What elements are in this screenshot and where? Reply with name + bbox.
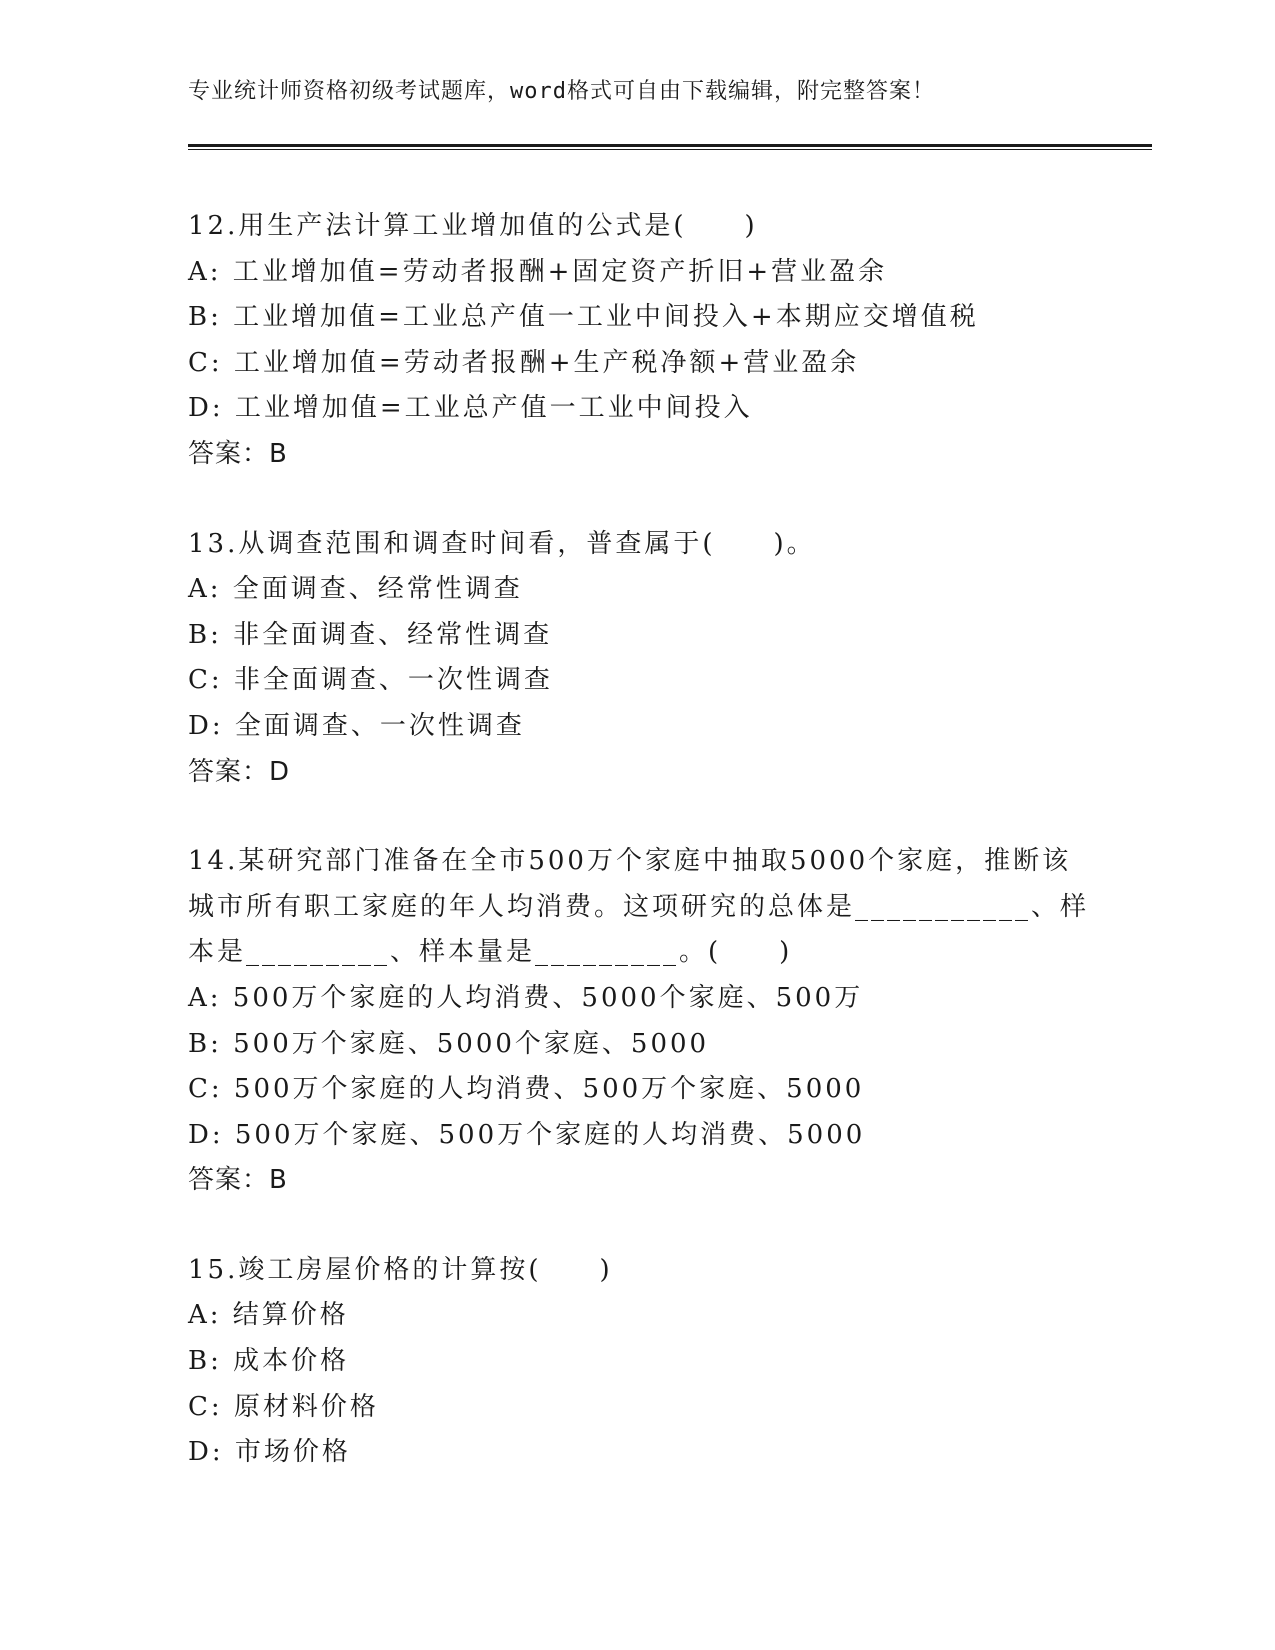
question-stem-line-2: 城市所有职工家庭的年人均消费。这项研究的总体是___________、样 (188, 891, 1090, 922)
option-a: A: 工业增加值=劳动者报酬+固定资产折旧+营业盈余 (188, 256, 888, 287)
answer-line: 答案：D (188, 756, 291, 787)
question-12 (188, 204, 1088, 478)
option-b: B: 工业增加值=工业总产值一工业中间投入+本期应交增值税 (188, 302, 979, 333)
question-list (188, 204, 1088, 1520)
question-stem: 15.竣工房屋价格的计算按( ) (188, 1254, 613, 1285)
page-header: 专业统计师资格初级考试题库，word格式可自由下载编辑，附完整答案！ (188, 79, 935, 104)
question-stem-line-3: 本是_________、样本量是_________。( ) (188, 937, 793, 968)
option-b: B: 500万个家庭、5000个家庭、5000 (188, 1028, 710, 1059)
option-a: A: 500万个家庭的人均消费、5000个家庭、500万 (188, 982, 864, 1013)
option-d: D: 500万个家庭、500万个家庭的人均消费、5000 (188, 1119, 866, 1150)
option-a: A: 结算价格 (188, 1300, 349, 1331)
option-d: D: 市场价格 (188, 1437, 351, 1468)
option-c: C: 原材料价格 (188, 1391, 379, 1422)
option-b: B: 成本价格 (188, 1346, 350, 1377)
question-stem: 12.用生产法计算工业增加值的公式是( ) (188, 211, 758, 241)
question-13 (188, 522, 1088, 796)
option-c: C: 500万个家庭的人均消费、500万个家庭、5000 (188, 1074, 865, 1105)
header-divider (188, 144, 1152, 147)
option-a: A: 全面调查、经常性调查 (188, 574, 523, 605)
answer-line: 答案：B (188, 438, 288, 469)
option-d: D: 全面调查、一次性调查 (188, 710, 525, 741)
question-15 (188, 1248, 1088, 1476)
question-stem-line-1: 14.某研究部门准备在全市500万个家庭中抽取5000个家庭，推断该 (188, 846, 1072, 877)
option-c: C: 非全面调查、一次性调查 (188, 665, 553, 696)
option-c: C: 工业增加值=劳动者报酬+生产税净额+营业盈余 (188, 347, 860, 378)
answer-line: 答案：B (188, 1165, 288, 1196)
question-stem: 13.从调查范围和调查时间看，普查属于( )。 (188, 528, 816, 559)
option-b: B: 非全面调查、经常性调查 (188, 619, 553, 650)
question-14 (188, 839, 1088, 1204)
option-d: D: 工业增加值=工业总产值一工业中间投入 (188, 393, 753, 424)
